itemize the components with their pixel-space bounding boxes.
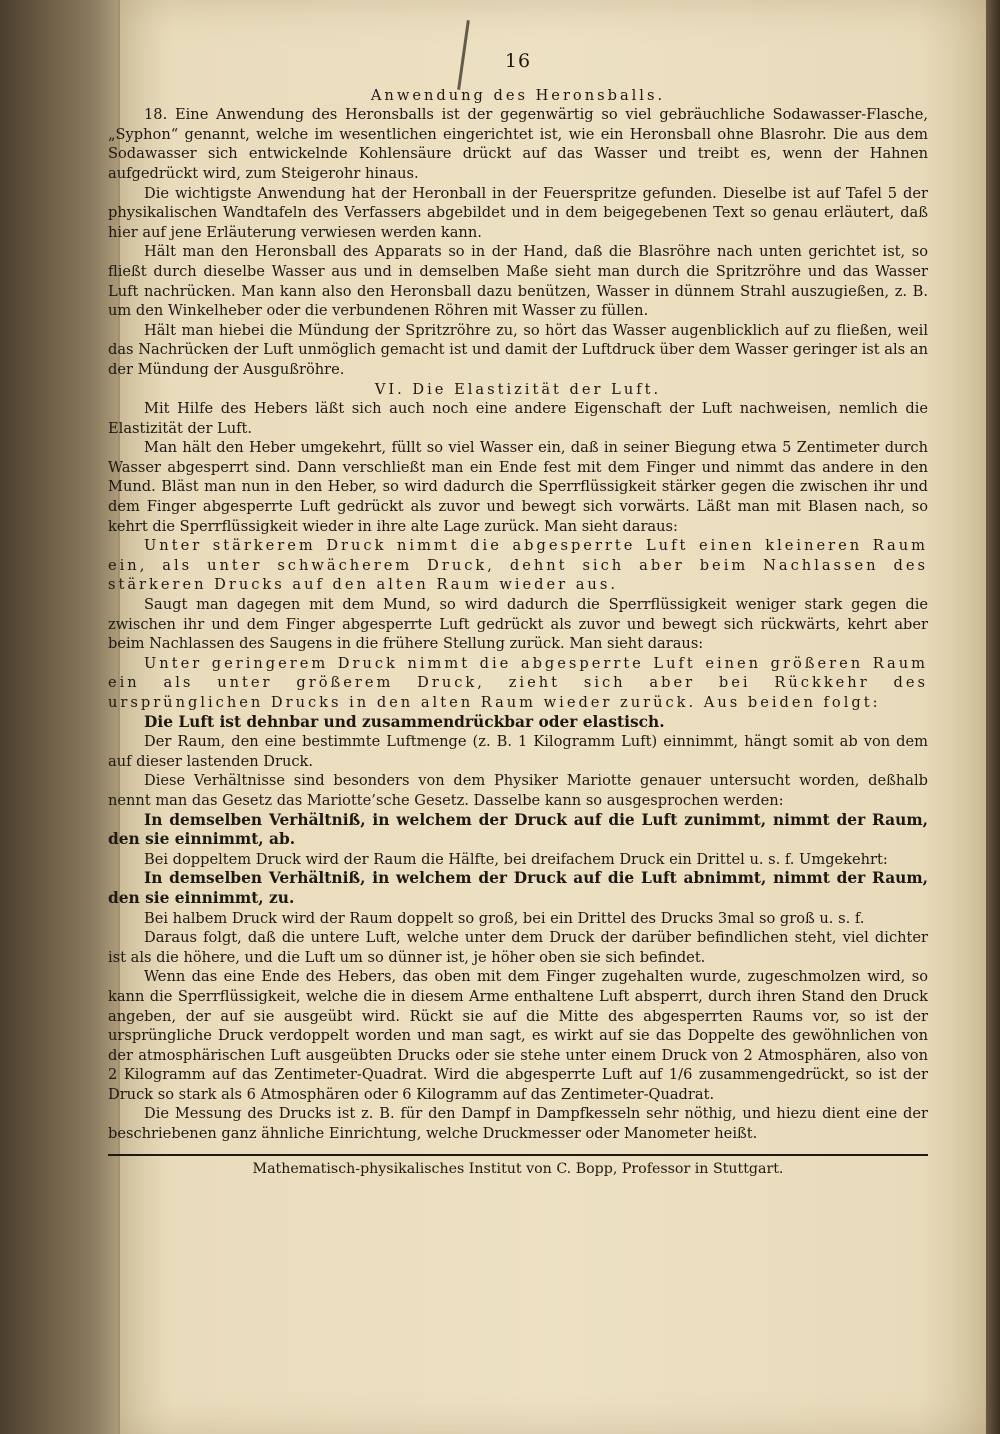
- paragraph: Hält man hiebei die Mündung der Spritzröhre zu, so hört das Wasser augenblicklich auf zu fließen, weil das Nachrücken der Luft unmöglich gemacht ist und damit der Luftdruck über dem Wasser geringer ist als an der Mündung der Ausgußröhre.: [108, 321, 928, 378]
- paragraph: 18. Eine Anwendung des Heronsballs ist der gegenwärtig so viel gebräuchliche Sodawasser-Flasche, „Syphon“ genannt, welche im wesentlichen eingerichtet ist, wie ein Heronsball ohne Blasrohr. Die aus dem Sodawasser sich entwickelnde Kohlensäure drückt auf das Wasser und treibt es, wenn der Hahnen aufgedrückt wird, zum Steigerohr hinaus.: [108, 106, 928, 182]
- page-number: 16: [504, 50, 532, 72]
- paragraph: Diese Verhältnisse sind besonders von dem Physiker Mariotte genauer untersucht worden, deßhalb nennt man das Gesetz das Mariotte’sche Gesetz. Dasselbe kann so ausgesprochen werden:: [108, 772, 928, 809]
- paragraph: Der Raum, den eine bestimmte Luftmenge (z. B. 1 Kilogramm Luft) einnimmt, hängt somit ab von dem auf dieser lastenden Druck.: [108, 733, 928, 770]
- paragraph: Bei doppeltem Druck wird der Raum die Hälfte, bei dreifachem Druck ein Drittel u. s. f. Umgekehrt:: [144, 850, 888, 868]
- chapter-heading: VI. Die Elastizität der Luft.: [374, 380, 662, 398]
- paragraph: Mit Hilfe des Hebers läßt sich auch noch eine andere Eigenschaft der Luft nachweisen, nemlich die Elastizität der Luft.: [108, 400, 928, 437]
- emphasized-paragraph: Unter stärkerem Druck nimmt die abgesperrte Luft einen kleineren Raum ein, als unter schwächerem Druck, dehnt sich aber beim Nachlassen des stärkeren Drucks auf den alten Raum wieder aus.: [108, 537, 928, 594]
- paragraph: Saugt man dagegen mit dem Mund, so wird dadurch die Sperrflüssigkeit weniger stark gegen die zwischen ihr und dem Finger abgesperrte Luft gedrückt als zuvor und bewegt sich rückwärts, kehrt aber beim Nachlassen des Saugens in die frühere Stellung zurück. Man sieht daraus:: [108, 596, 928, 653]
- paragraph: Daraus folgt, daß die untere Luft, welche unter dem Druck der darüber befindlichen steht, viel dichter ist als die höhere, und die Luft um so dünner ist, je höher oben sie sich befindet.: [108, 929, 928, 966]
- paragraph: Bei halbem Druck wird der Raum doppelt so groß, bei ein Drittel des Drucks 3mal so groß u. s. f.: [144, 909, 865, 927]
- section-heading: Anwendung des Heronsballs.: [370, 86, 666, 104]
- paragraph: Hält man den Heronsball des Apparats so in der Hand, daß die Blasröhre nach unten gerichtet ist, so fließt durch dieselbe Wasser aus und in demselben Maße sieht man durch die Spritzröhre und das Wasser Luft nachrücken. Man kann also den Heronsball dazu benützen, Wasser in dünnem Strahl auszugießen, z. B. um den Winkelheber oder die verbundenen Röhren mit Wasser zu füllen.: [108, 243, 928, 320]
- law-statement: In demselben Verhältniß, in welchem der Druck auf die Luft abnimmt, nimmt der Raum, den sie einnimmt, zu.: [108, 869, 928, 907]
- emphasized-paragraph: Unter geringerem Druck nimmt die abgesperrte Luft einen größeren Raum ein als unter größerem Druck, zieht sich aber bei Rückkehr des ursprünglichen Drucks in den alten Raum wieder zurück. Aus beiden folgt:: [108, 654, 928, 711]
- paragraph: Wenn das eine Ende des Hebers, das oben mit dem Finger zugehalten wurde, zugeschmolzen wird, so kann die Sperrflüssigkeit, welche die in diesem Arme enthaltene Luft absperrt, durch ihren Stand den Druck angeben, der auf sie ausgeübt wird. Rückt sie auf die Mitte des abgesperrten Raums vor, so ist der ursprüngliche Druck verdoppelt worden und man sagt, es wirkt auf sie das Doppelte des gewöhnlichen von der atmosphärischen Luft ausgeübten Drucks oder sie stehe unter einem Druck von 2 Atmosphären, also von 2 Kilogramm auf das Zentimeter-Quadrat. Wird die abgesperrte Luft auf 1/6 zusammengedrückt, so ist der Druck so stark als 6 Atmosphären oder 6 Kilogramm auf das Zentimeter-Quadrat.: [108, 968, 928, 1103]
- page-text: [108, 52, 928, 1179]
- paragraph: Die Messung des Drucks ist z. B. für den Dampf in Dampfkesseln sehr nöthig, und hiezu dient eine der beschriebenen ganz ähnliche Einrichtung, welche Druckmesser oder Manometer heißt.: [108, 1105, 928, 1143]
- footer-rule: [108, 1154, 928, 1156]
- page-right-edge: [986, 0, 1000, 1434]
- law-statement: Die Luft ist dehnbar und zusammendrückbar oder elastisch.: [144, 712, 665, 731]
- law-statement: In demselben Verhältniß, in welchem der Druck auf die Luft zunimmt, nimmt der Raum, den sie einnimmt, ab.: [108, 810, 928, 849]
- paragraph: Die wichtigste Anwendung hat der Heronball in der Feuerspritze gefunden. Dieselbe ist auf Tafel 5 der physikalischen Wandtafeln des Verfassers abgebildet und in dem beigegebenen Text so genau erläutert, daß hier auf jene Erläuterung verwiesen werden kann.: [108, 184, 928, 241]
- publisher-footer: Mathematisch-physikalisches Institut von C. Bopp, Professor in Stuttgart.: [252, 1160, 784, 1177]
- paragraph: Man hält den Heber umgekehrt, füllt so viel Wasser ein, daß in seiner Biegung etwa 5 Zentimeter durch Wasser abgesperrt sind. Dann verschließt man ein Ende fest mit dem Finger und nimmt das andere in den Mund. Bläst man nun in den Heber, so wird dadurch die Sperrflüssigkeit stärker gegen die zwischen ihr und dem Finger abgesperrte Luft gedrückt als zuvor und bewegt sich vorwärts. Läßt man mit Blasen nach, so kehrt die Sperrflüssigkeit wieder in ihre alte Lage zurück. Man sieht daraus:: [108, 439, 928, 535]
